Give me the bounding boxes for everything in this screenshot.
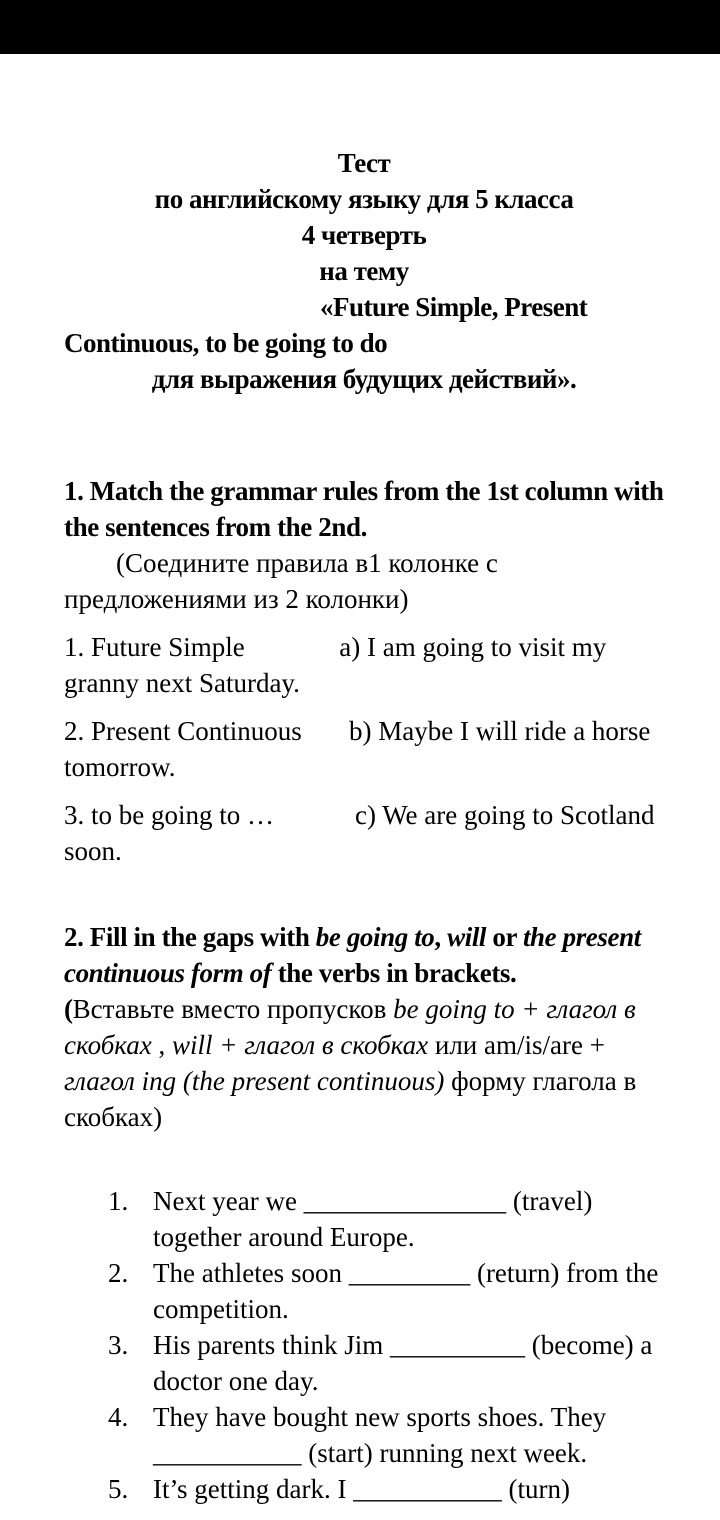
match-sentence: b) Maybe I will ride a horse tomorrow. xyxy=(64,716,651,782)
gap-fill-list xyxy=(64,1183,664,1507)
match-rule: 2. Present Continuous xyxy=(64,716,302,746)
instruction-text: Вставьте вместо пропусков xyxy=(72,994,394,1024)
heading-text: the verbs in brackets. xyxy=(271,958,517,988)
instruction-italic: will + глагол в скобках xyxy=(172,1030,429,1060)
instruction-italic: be going to + глагол в скобках xyxy=(64,994,636,1060)
item-number: 1. xyxy=(108,1186,129,1216)
item-text: It’s getting dark. I ___________ (turn) xyxy=(153,1474,570,1504)
heading-italic: the present continuous form of xyxy=(64,922,641,988)
match-gap xyxy=(245,632,340,662)
match-pair-1 xyxy=(64,629,664,701)
match-pair-3 xyxy=(64,797,664,869)
title-line-1: Тест xyxy=(337,148,391,178)
title-line-4: на тему xyxy=(319,256,409,286)
heading-text: 2. Fill in the gaps with xyxy=(64,922,316,952)
list-item xyxy=(108,1183,664,1255)
match-rule: 1. Future Simple xyxy=(64,632,245,662)
match-pair-2 xyxy=(64,713,664,785)
task-1 xyxy=(64,473,664,869)
task-2 xyxy=(64,919,664,1507)
item-number: 4. xyxy=(108,1402,129,1432)
list-item xyxy=(108,1255,664,1327)
title-line-6: Continuous, to be going to do xyxy=(64,328,388,358)
list-item xyxy=(108,1471,664,1507)
item-number: 2. xyxy=(108,1258,129,1288)
title-line-5: «Future Simple, Present xyxy=(320,292,588,322)
match-gap xyxy=(302,716,349,746)
top-black-bar xyxy=(0,0,720,54)
match-sentence: a) I am going to visit my granny next Saturday. xyxy=(64,632,607,698)
heading-italic: be going to xyxy=(315,922,435,952)
list-item xyxy=(108,1327,664,1399)
instruction-text: форму глагола в скобках) xyxy=(64,1066,637,1132)
match-sentence: c) We are going to Scotland soon. xyxy=(64,800,655,866)
task-2-instruction xyxy=(64,991,664,1135)
task-2-heading xyxy=(64,919,664,991)
document-page xyxy=(64,145,664,1507)
match-rule: 3. to be going to … xyxy=(64,800,274,830)
item-text: Next year we _______________ (travel) together around Europe. xyxy=(153,1186,593,1252)
heading-italic: will xyxy=(447,922,487,952)
task-1-instruction: (Соедините правила в1 колонке с предложениями из 2 колонки) xyxy=(64,548,498,614)
item-text: They have bought new sports shoes. They ___________ (start) running next week. xyxy=(153,1402,607,1468)
item-number: 5. xyxy=(108,1474,129,1504)
instruction-text: или am/is/are + xyxy=(428,1030,605,1060)
test-title xyxy=(64,145,664,397)
title-line-2: по английскому языку для 5 класса xyxy=(154,184,574,214)
title-line-7: для выражения будущих действий». xyxy=(151,364,577,394)
title-line-3: 4 четверть xyxy=(301,220,427,250)
heading-text: or xyxy=(486,922,523,952)
item-number: 3. xyxy=(108,1330,129,1360)
item-text: His parents think Jim __________ (become) a doctor one day. xyxy=(153,1330,653,1396)
instruction-text: , xyxy=(151,1030,172,1060)
list-item xyxy=(108,1399,664,1471)
instruction-paren: ( xyxy=(64,994,73,1024)
instruction-italic: глагол ing (the present continuous) xyxy=(64,1066,445,1096)
task-1-heading: 1. Match the grammar rules from the 1st column with the sentences from the 2nd. xyxy=(64,476,664,542)
item-text: The athletes soon _________ (return) from the competition. xyxy=(153,1258,659,1324)
heading-text: , xyxy=(434,922,448,952)
match-gap xyxy=(274,800,355,830)
